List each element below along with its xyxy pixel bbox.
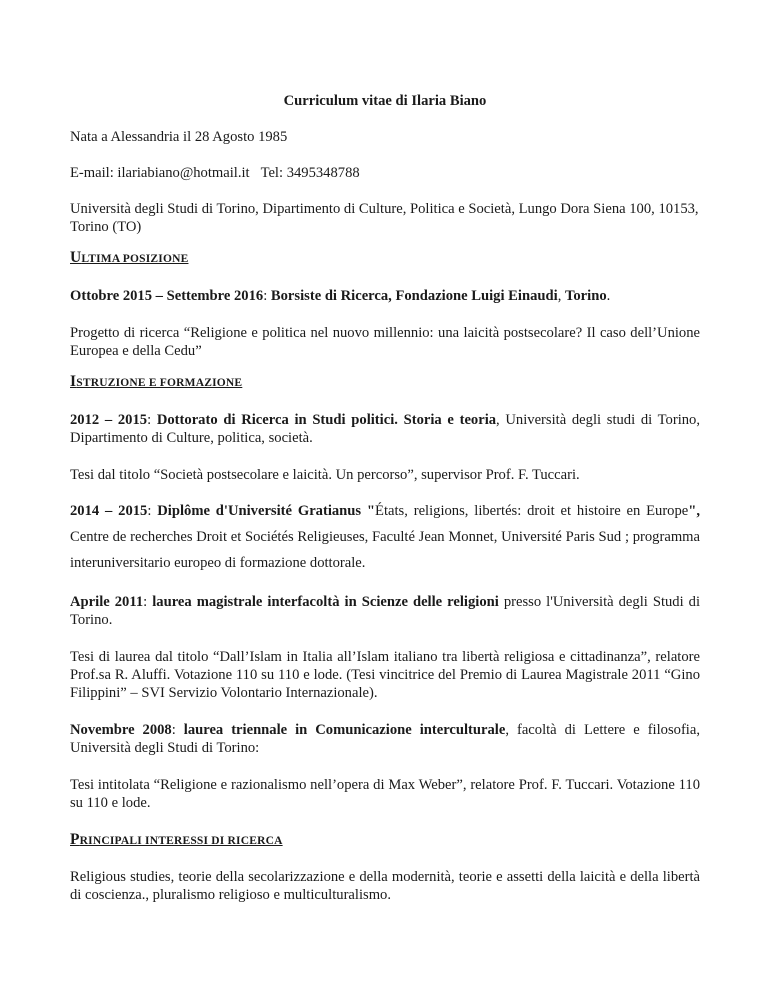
position-item: Ottobre 2015 – Settembre 2016: Borsiste di Ricerca, Fondazione Luigi Einaudi, Torino. [70, 288, 611, 304]
education-item-phd: 2012 – 2015: Dottorato di Ricerca in Studi politici. Storia e teoria, Università degli studi di Torino, Dipartimento di Culture, politica, società. [70, 412, 700, 446]
phone-text: Tel: 3495348788 [260, 165, 360, 181]
heading-position: ULTIMA POSIZIONE [70, 249, 189, 266]
education-item-master: Aprile 2011: laurea magistrale interfacoltà in Scienze delle religioni presso l'Università degli Studi di Torino. [70, 594, 701, 628]
education-item-diplome: 2014 – 2015: Diplôme d'Université Gratianus "États, religions, libertés: droit et histoire en Europe", Centre de recherches Droit et Sociétés Religieuses, Faculté Jean Monnet, Université Paris Sud ; programma interuniversitario europeo di formazione dottorale. [70, 503, 701, 571]
birth-info: Nata a Alessandria il 28 Agosto 1985 [70, 129, 288, 145]
education-master-thesis: Tesi di laurea dal titolo “Dall’Islam in Italia all’Islam italiano tra libertà religiosa e cittadinanza”, relatore Prof.sa R. Aluffi. Votazione 110 su 110 e lode. (Tesi vincitrice del Premio di Laurea Magistrale 2011 “Gino Filippini” – SVI Servizio Volontario Internazionale). [70, 649, 700, 701]
education-item-bachelor: Novembre 2008: laurea triennale in Comunicazione interculturale, facoltà di Lettere e filosofia, Università degli Studi di Torino: [70, 722, 700, 756]
education-phd-thesis: Tesi dal titolo “Società postsecolare e laicità. Un percorso”, supervisor Prof. F. Tuccari. [70, 467, 580, 483]
heading-education: ISTRUZIONE E FORMAZIONE [70, 373, 243, 390]
heading-research: PRINCIPALI INTERESSI DI RICERCA [70, 831, 283, 848]
email-text: E-mail: ilariabiano@hotmail.it [70, 165, 250, 181]
position-project: Progetto di ricerca “Religione e politica nel nuovo millennio: una laicità postsecolare? Il caso dell’Unione Europea e della Cedu” [70, 325, 700, 359]
address-text: Università degli Studi di Torino, Dipartimento di Culture, Politica e Società, Lungo Dora Siena 100, 10153, Torino (TO) [70, 201, 699, 235]
education-bachelor-thesis: Tesi intitolata “Religione e razionalismo nell’opera di Max Weber”, relatore Prof. F. Tuccari. Votazione 110 su 110 e lode. [70, 777, 700, 811]
document-title: Curriculum vitae di Ilaria Biano [283, 93, 487, 109]
contact-line [70, 164, 700, 182]
research-interests: Religious studies, teorie della secolarizzazione e della modernità, teorie e assetti della laicità e della libertà di coscienza., pluralismo religioso e multiculturalismo. [70, 869, 700, 903]
